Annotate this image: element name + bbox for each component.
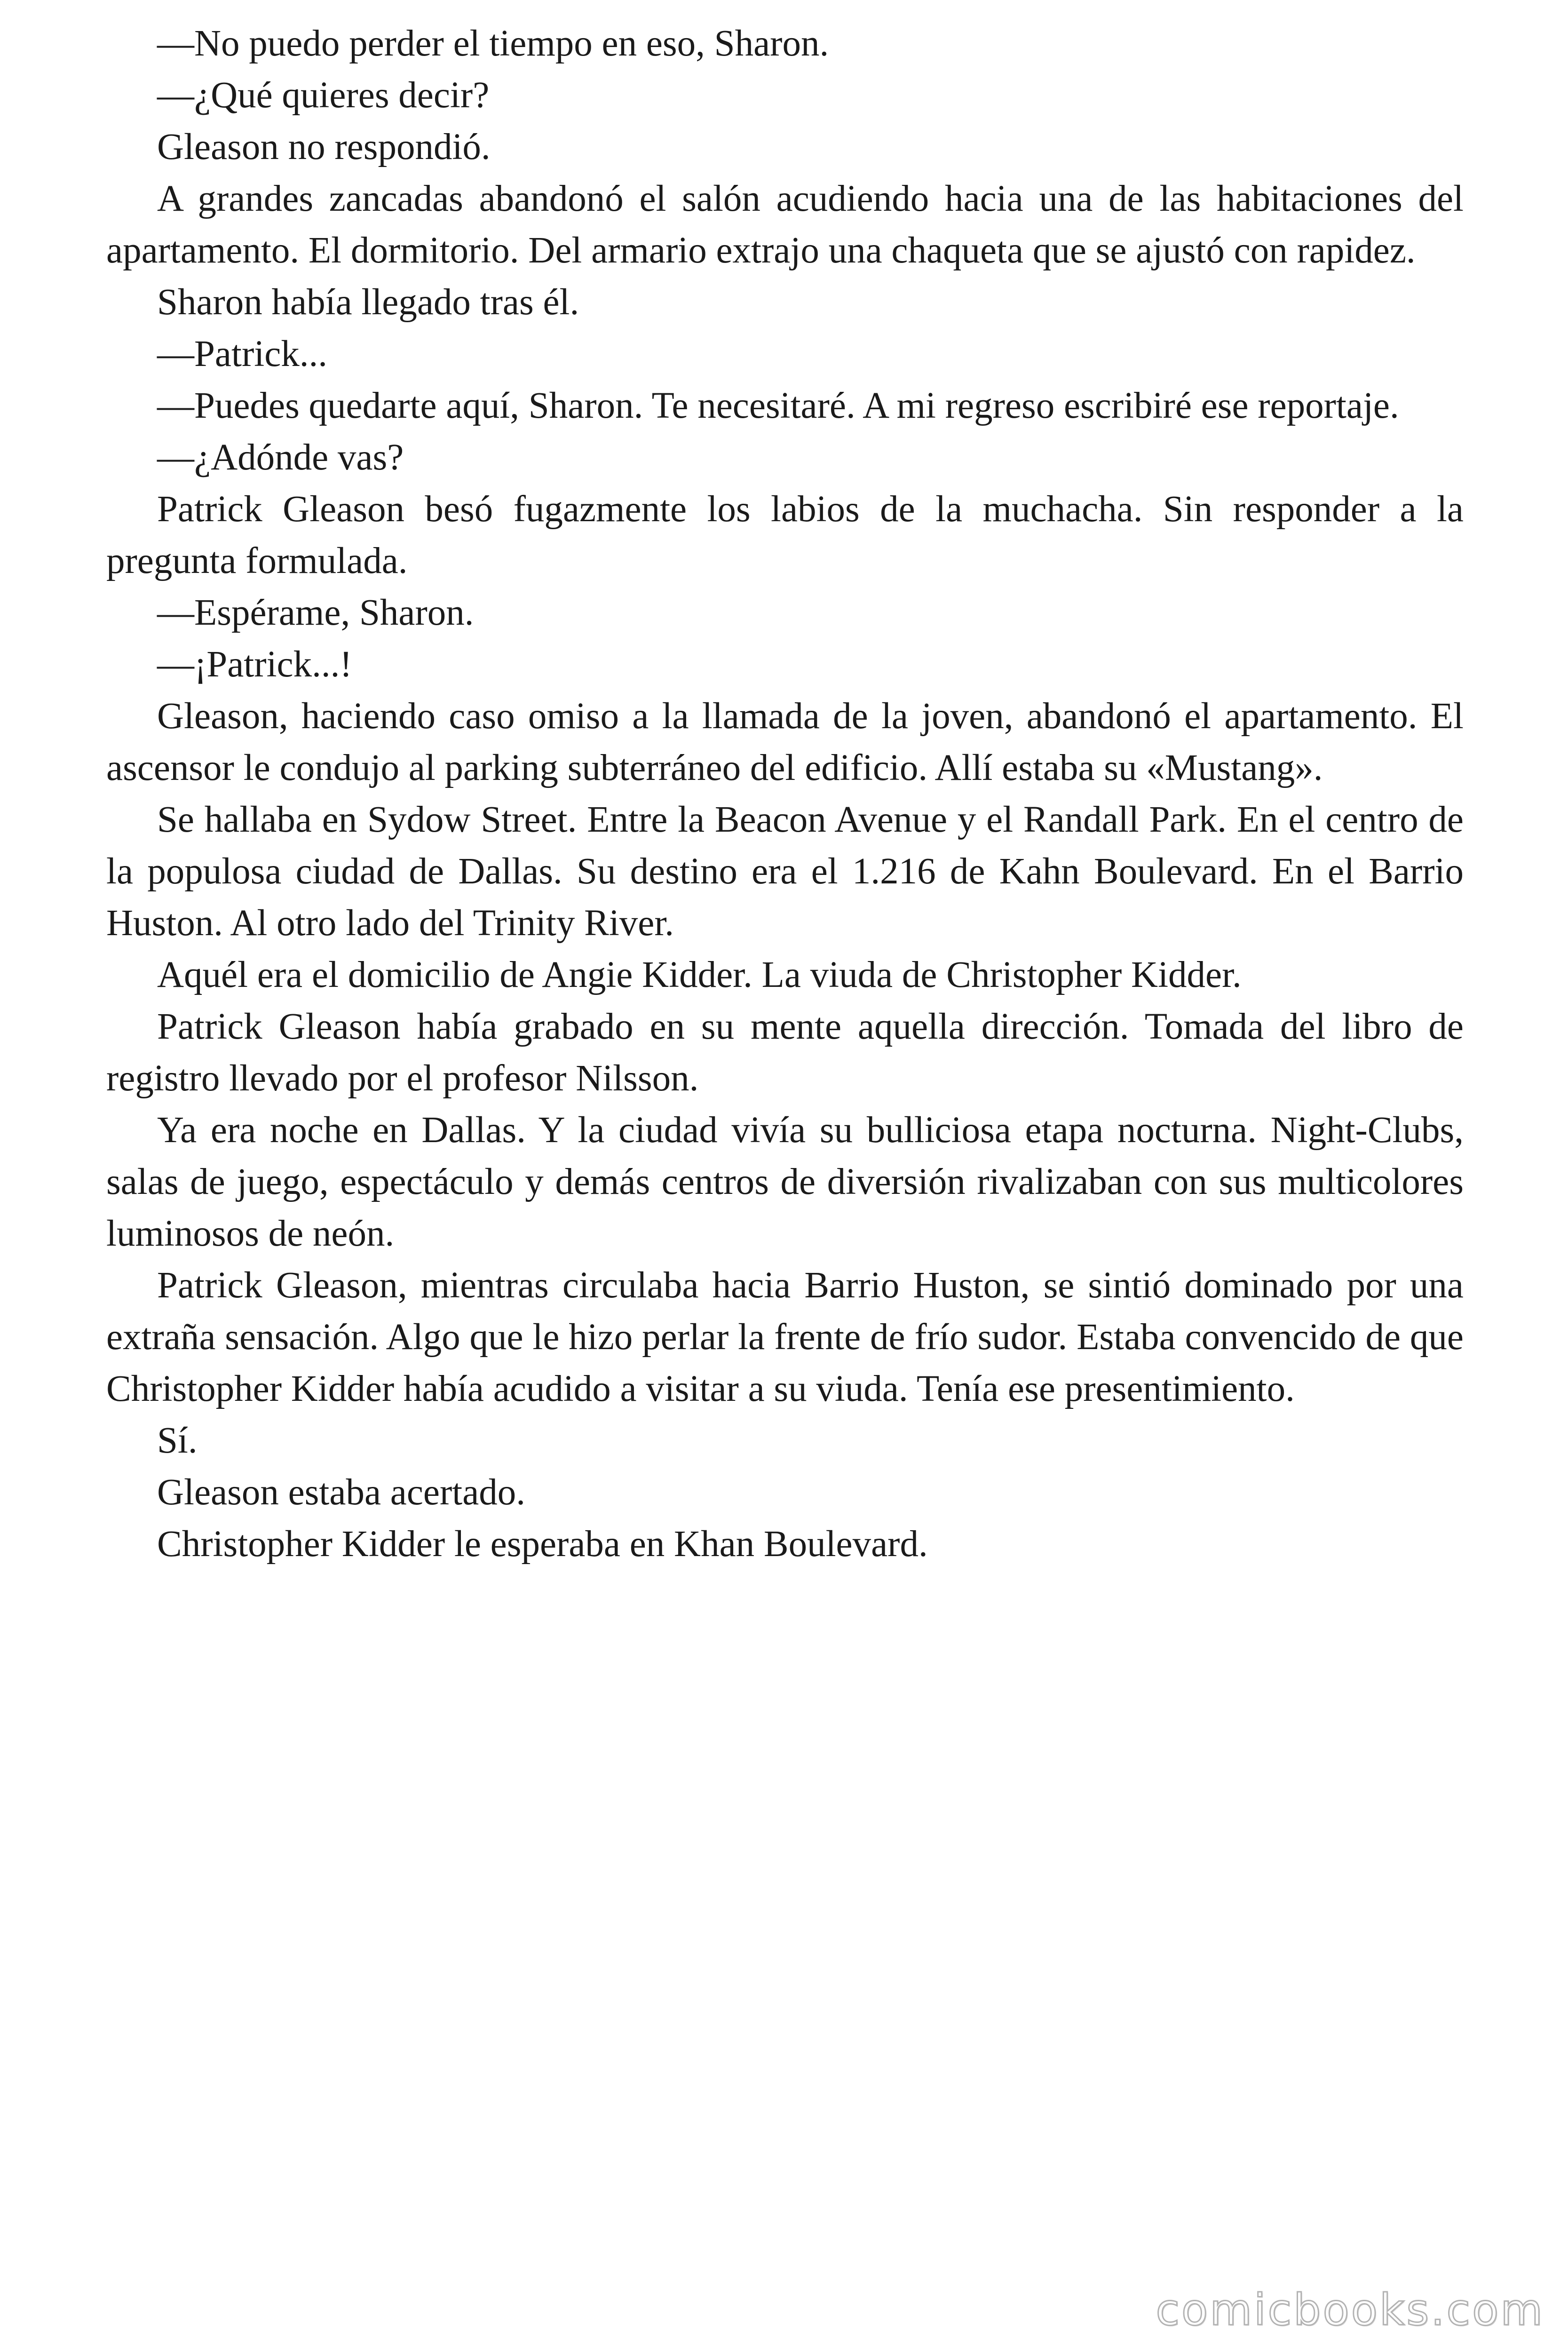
watermark: comicbooks.com	[1156, 2285, 1544, 2335]
paragraph: —Patrick...	[157, 334, 328, 374]
paragraph: —¡Patrick...!	[157, 644, 352, 685]
paragraph: —¿Adónde vas?	[157, 437, 404, 478]
paragraph: Gleason estaba acertado.	[157, 1472, 526, 1513]
paragraph: —Espérame, Sharon.	[157, 592, 474, 633]
paragraph: —Puedes quedarte aquí, Sharon. Te necesitaré. A mi regreso escribiré ese reportaje.	[157, 385, 1399, 426]
paragraph: Patrick Gleason había grabado en su mente aquella dirección. Tomada del libro de registro llevado por el profesor Nilsson.	[106, 1006, 1464, 1099]
paragraph: Patrick Gleason besó fugazmente los labios de la muchacha. Sin responder a la pregunta formulada.	[106, 489, 1464, 581]
paragraph: A grandes zancadas abandonó el salón acudiendo hacia una de las habitaciones del apartamento. El dormitorio. Del armario extrajo una chaqueta que se ajustó con rapidez.	[106, 178, 1464, 271]
paragraph: —¿Qué quieres decir?	[157, 75, 490, 116]
paragraph: Ya era noche en Dallas. Y la ciudad vivía su bulliciosa etapa nocturna. Night-Clubs, salas de juego, espectáculo y demás centros de diversión rivalizaban con sus multicolores luminosos de neón.	[106, 1110, 1464, 1254]
paragraph: Aquél era el domicilio de Angie Kidder. La viuda de Christopher Kidder.	[157, 954, 1242, 995]
paragraph: Sharon había llegado tras él.	[157, 282, 579, 323]
paragraph: —No puedo perder el tiempo en eso, Sharon.	[157, 23, 829, 64]
paragraph: Patrick Gleason, mientras circulaba hacia Barrio Huston, se sintió dominado por una extraña sensación. Algo que le hizo perlar la frente de frío sudor. Estaba convencido de que Christopher Kidder había acudido a visitar a su viuda. Tenía ese presentimiento.	[106, 1265, 1464, 1409]
paragraph: Se hallaba en Sydow Street. Entre la Beacon Avenue y el Randall Park. En el centro de la populosa ciudad de Dallas. Su destino era el 1.216 de Kahn Boulevard. En el Barrio Huston. Al otro lado del Trinity River.	[106, 799, 1464, 944]
paragraph: Gleason, haciendo caso omiso a la llamada de la joven, abandonó el apartamento. El ascensor le condujo al parking subterráneo del edificio. Allí estaba su «Mustang».	[106, 696, 1464, 788]
page-body	[106, 18, 1464, 1570]
paragraph: Gleason no respondió.	[157, 127, 491, 167]
paragraph: Sí.	[157, 1420, 198, 1461]
paragraph: Christopher Kidder le esperaba en Khan Boulevard.	[157, 1524, 928, 1565]
